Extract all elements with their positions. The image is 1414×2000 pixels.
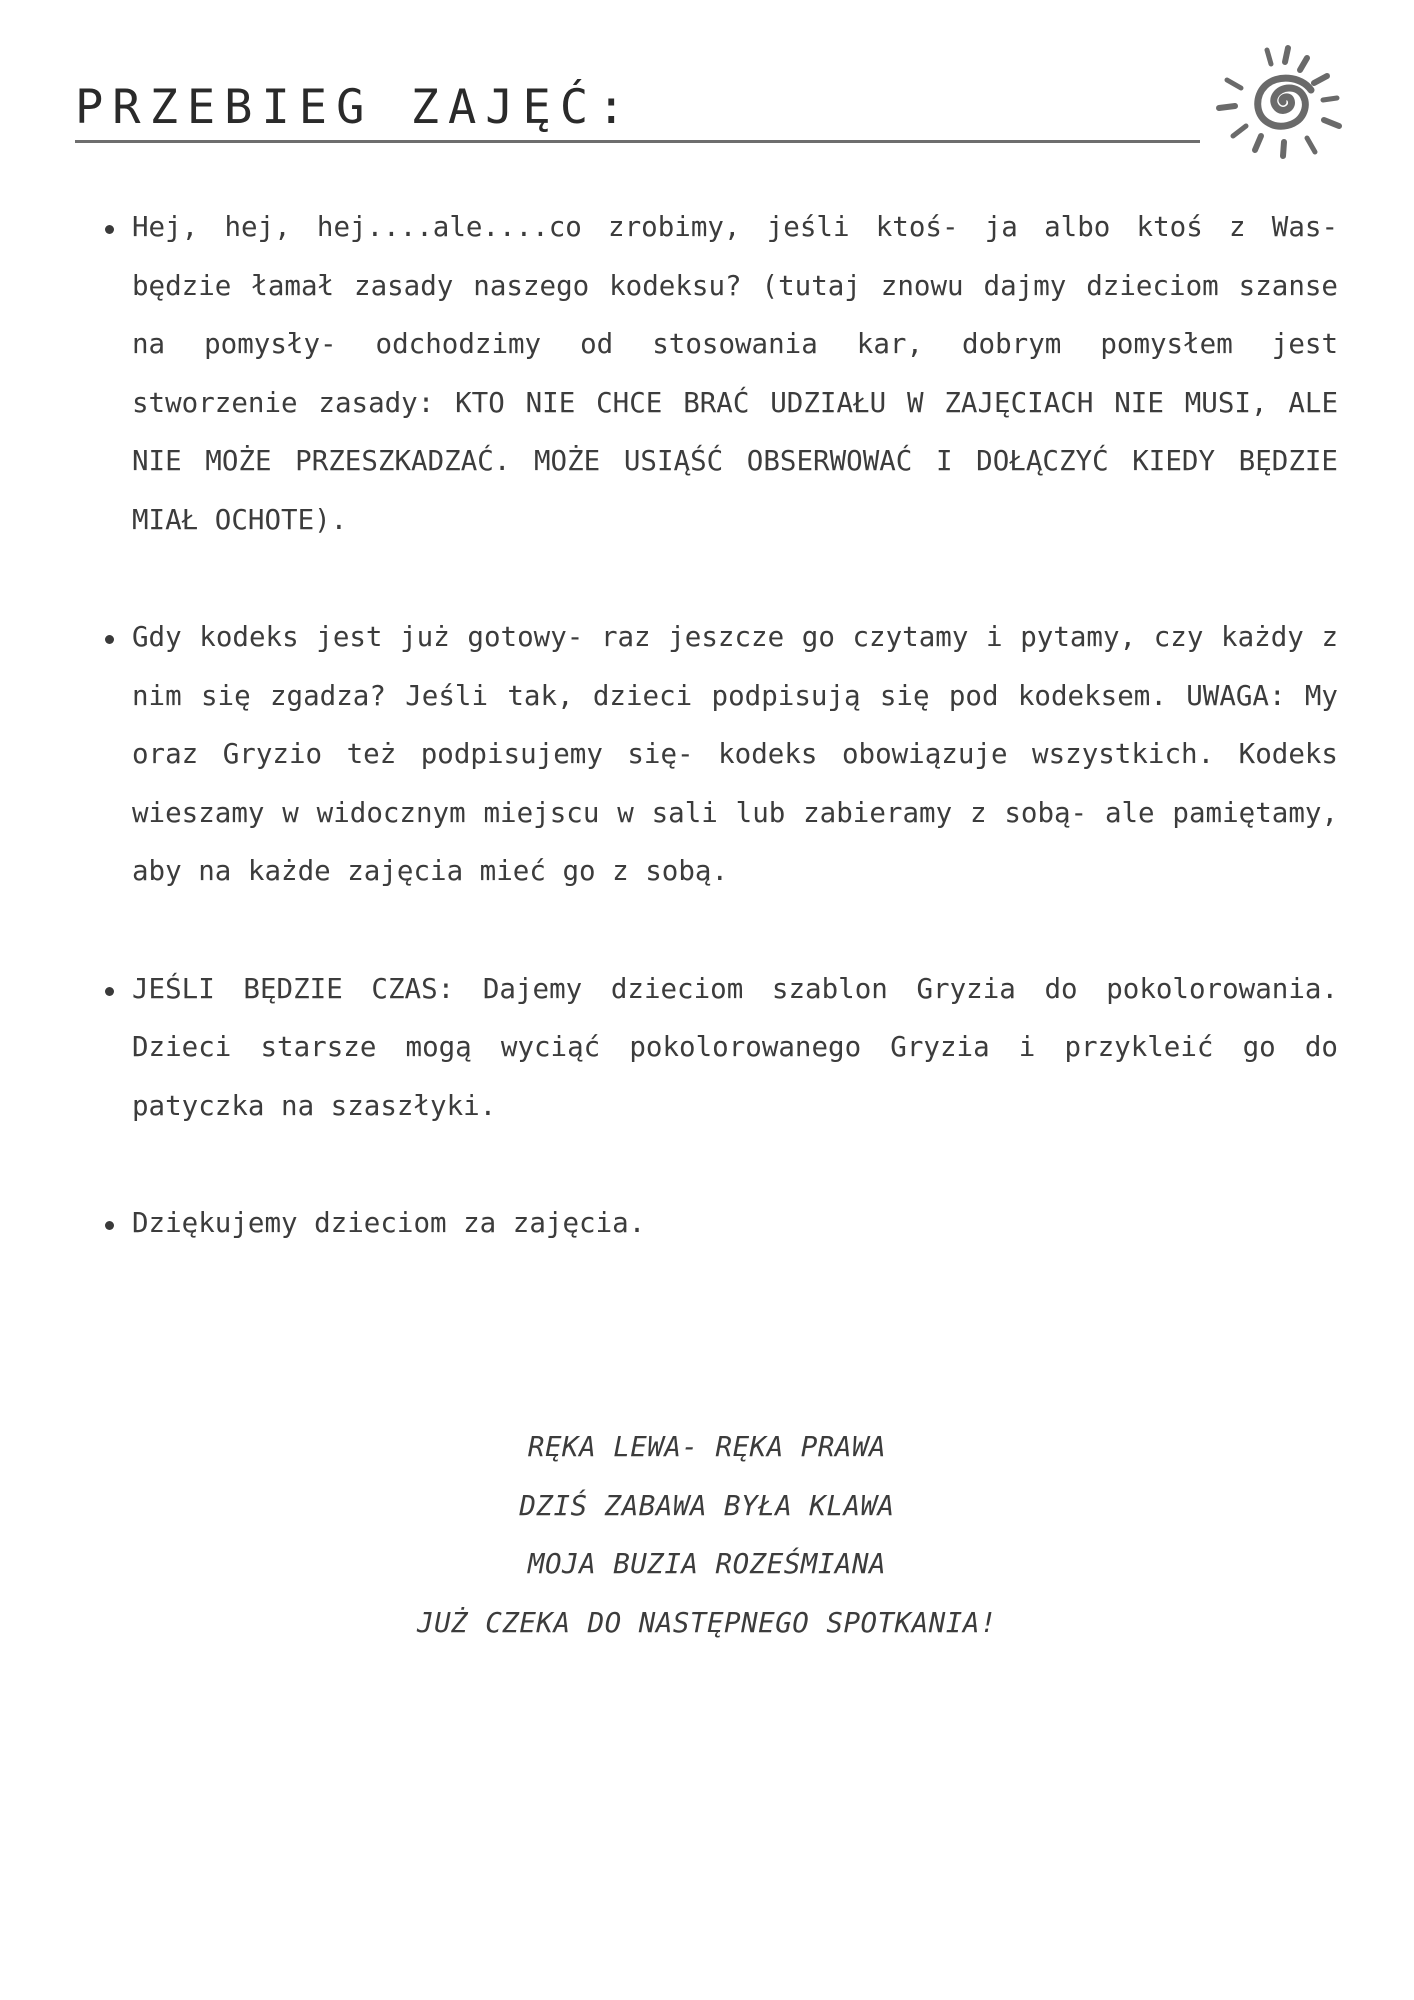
bullet-dot-icon [105, 987, 114, 996]
list-item [98, 608, 1338, 901]
poem-line: RĘKA LEWA- RĘKA PRAWA [527, 1431, 887, 1463]
bullet-dot-icon [105, 1221, 114, 1230]
title-underline [75, 140, 1200, 143]
bullet-dot-icon [105, 225, 114, 234]
list-item-text: Dziękujemy dzieciom za zajęcia. [132, 1207, 646, 1239]
sun-spiral-icon [1205, 40, 1350, 170]
closing-poem [0, 1418, 1414, 1652]
list-item [98, 198, 1338, 549]
poem-line: JUŻ CZEKA DO NASTĘPNEGO SPOTKANIA! [417, 1606, 997, 1639]
bullet-list [98, 198, 1338, 1253]
page-title: PRZEBIEG ZAJĘĆ: [75, 80, 635, 135]
content [98, 198, 1338, 1312]
list-item-text: JEŚLI BĘDZIE CZAS: Dajemy dzieciom szablon Gryzia do pokolorowania. Dzieci starsze mogą wyciąć pokolorowanego Gryzia i przykleić go do patyczka na szaszłyki. [132, 972, 1338, 1122]
list-item-text: Hej, hej, hej....ale....co zrobimy, jeśli ktoś- ja albo ktoś z Was- będzie łamał zasady naszego kodeksu? (tutaj znowu dajmy dzieciom szanse na pomysły- odchodzimy od stosowania kar, dobrym pomysłem jest stworzenie zasady: KTO NIE CHCE BRAĆ UDZIAŁU W ZAJĘCIACH NIE MUSI, ALE NIE MOŻE PRZESZKADZAĆ. MOŻE USIĄŚĆ OBSERWOWAĆ I DOŁĄCZYĆ KIEDY BĘDZIE MIAŁ OCHOTE). [132, 211, 1338, 536]
bullet-dot-icon [105, 635, 114, 644]
poem-line: DZIŚ ZABAWA BYŁA KLAWA [519, 1489, 895, 1522]
list-item-text: Gdy kodeks jest już gotowy- raz jeszcze go czytamy i pytamy, czy każdy z nim się zgadza? Jeśli tak, dzieci podpisują się pod kodeksem. UWAGA: My oraz Gryzio też podpisujemy się- kodeks obowiązuje wszystkich. Kodeks wieszamy w widocznym miejscu w sali lub zabieramy z sobą- ale pamiętamy, aby na każde zajęcia mieć go z sobą. [132, 621, 1338, 887]
list-item [98, 960, 1338, 1136]
poem-line: MOJA BUZIA ROZEŚMIANA [527, 1548, 887, 1580]
page-header [75, 76, 1200, 140]
list-item [98, 1194, 1338, 1253]
